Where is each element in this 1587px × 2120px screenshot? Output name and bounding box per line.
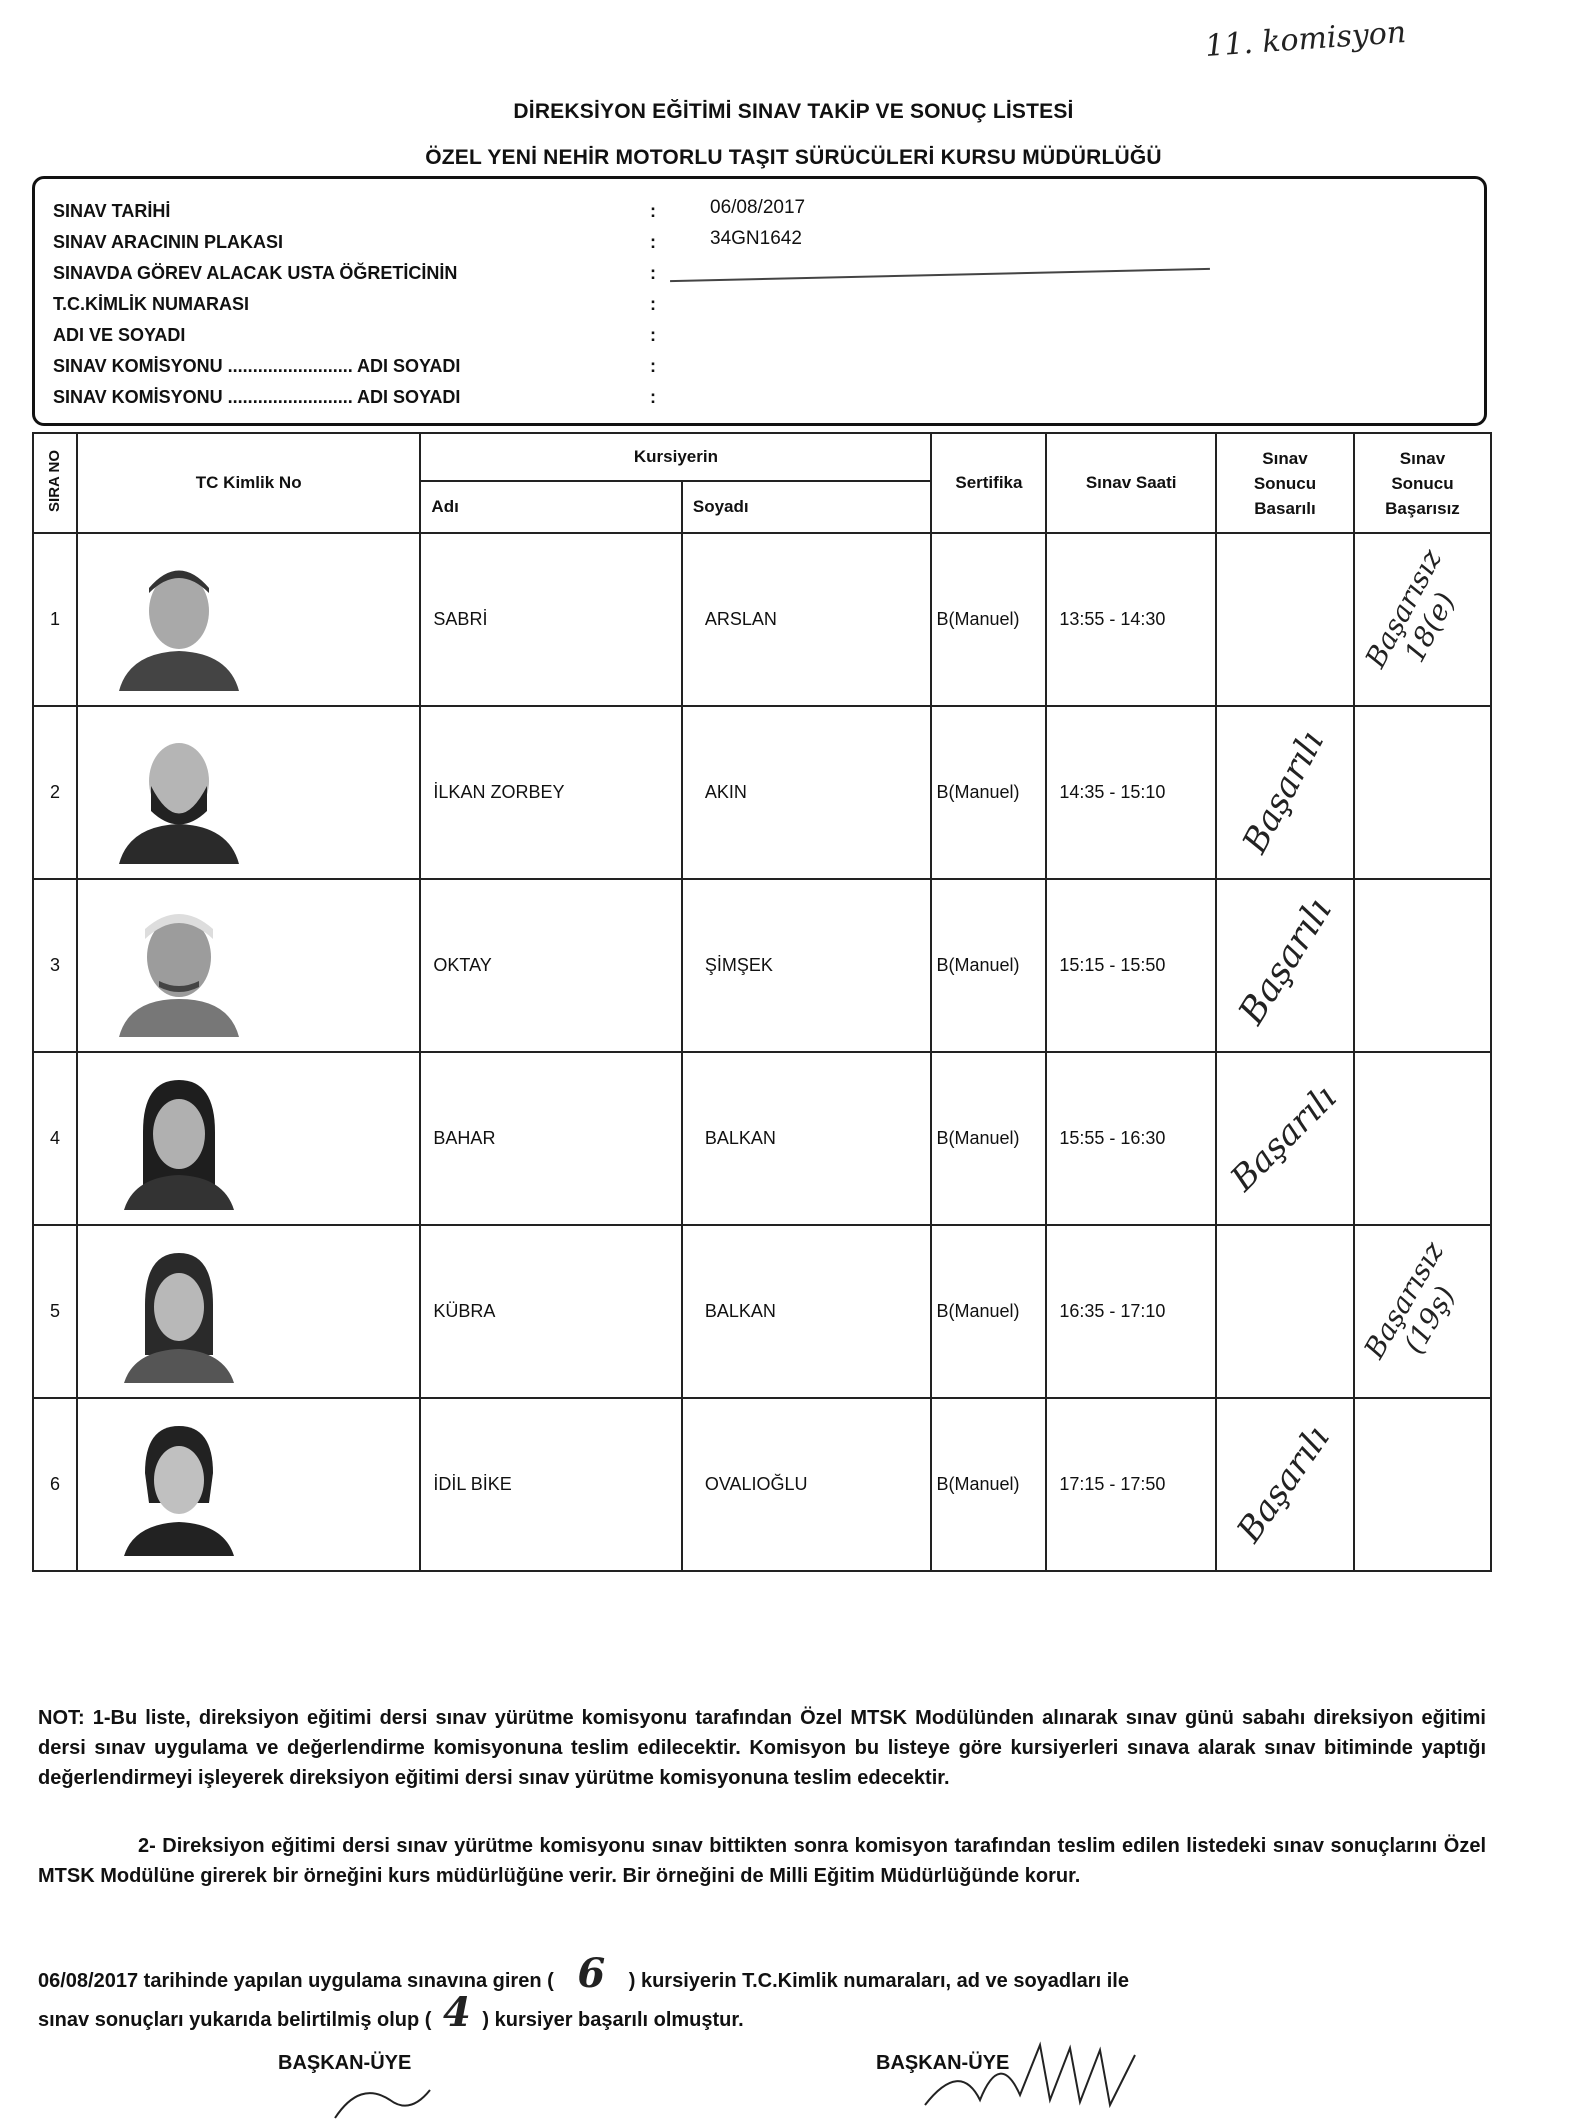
candidate-certificate: B(Manuel) — [931, 1398, 1046, 1571]
info-label-commission-1: SINAV KOMİSYONU ......................... ADI SOYADI — [53, 356, 461, 376]
row-number: 3 — [33, 879, 77, 1052]
candidate-first-name: İDİL BİKE — [420, 1398, 681, 1571]
exam-time: 14:35 - 15:10 — [1046, 706, 1216, 879]
header-tc-kimlik: TC Kimlik No — [77, 433, 420, 533]
candidate-certificate: B(Manuel) — [931, 533, 1046, 706]
info-label-instructor: SINAVDA GÖREV ALACAK USTA ÖĞRETİCİNİN — [53, 263, 458, 283]
candidate-photo — [77, 879, 420, 1052]
row-number: 4 — [33, 1052, 77, 1225]
candidate-first-name: BAHAR — [420, 1052, 681, 1225]
candidate-last-name: ŞİMŞEK — [682, 879, 932, 1052]
person-photo-icon — [109, 553, 249, 691]
result-passed-cell: Başarılı — [1216, 1052, 1354, 1225]
person-photo-icon — [109, 899, 249, 1037]
candidate-first-name: OKTAY — [420, 879, 681, 1052]
info-colon: : — [650, 294, 656, 314]
result-failed-cell — [1354, 1398, 1491, 1571]
signature-label-right: BAŞKAN-ÜYE — [876, 2052, 1010, 2074]
result-passed-cell — [1216, 533, 1354, 706]
table-row — [33, 1398, 1491, 1571]
candidate-photo — [77, 1052, 420, 1225]
signature-label-left: BAŞKAN-ÜYE — [278, 2052, 412, 2074]
handwritten-dash-line — [670, 268, 1210, 282]
candidate-last-name: AKIN — [682, 706, 932, 879]
table-row — [33, 1052, 1491, 1225]
info-colon: : — [650, 232, 656, 252]
table-row — [33, 879, 1491, 1052]
header-sinav-saati: Sınav Saati — [1046, 433, 1216, 533]
info-colon: : — [650, 201, 656, 221]
result-failed-cell — [1354, 879, 1491, 1052]
info-colon: : — [650, 387, 656, 407]
table-row — [33, 706, 1491, 879]
header-soyadi: Soyadı — [682, 481, 932, 533]
result-failed-cell — [1354, 706, 1491, 879]
handwritten-commission-note: 11. komisyon — [1204, 15, 1408, 64]
row-number: 6 — [33, 1398, 77, 1571]
summary-statement — [38, 1950, 1486, 2036]
result-failed-cell: Başarısız 18(e) — [1354, 533, 1491, 706]
table-row — [33, 1225, 1491, 1398]
note-paragraph-1: NOT: 1-Bu liste, direksiyon eğitimi dersi sınav yürütme komisyonu tarafından Özel MTSK Modülünden alınarak sınav günü sabahı direksiyon eğitimi dersi sınav uygulama ve değerlendirme komisyonuna teslim edilecektir. Komisyon bu listeye göre kursiyerleri sınava alarak sınav bitiminde yaptığı değerlendirmeyi işleyerek direksiyon eğitimi dersi sınav yürütme komisyonuna teslim edecektir. — [38, 1707, 1486, 1789]
info-value-vehicle-plate: 34GN1642 — [710, 228, 802, 249]
row-number: 2 — [33, 706, 77, 879]
header-result-failed: Sınav Sonucu Başarısız — [1354, 433, 1491, 533]
header-sira-no: SIRA NO — [33, 433, 77, 533]
candidate-first-name: İLKAN ZORBEY — [420, 706, 681, 879]
note-paragraph-2: 2- Direksiyon eğitimi dersi sınav yürütme komisyonu sınav bittikten sonra komisyon tarafından teslim edilen listedeki sınav sonuçlarını Özel MTSK Modülüne girerek bir örneğini kurs müdürlüğüne verir. Bir örneğini de Milli Eğitim Müdürlüğünde korur. — [38, 1835, 1486, 1887]
info-colon: : — [650, 356, 656, 376]
candidate-photo — [77, 1225, 420, 1398]
exam-time: 16:35 - 17:10 — [1046, 1225, 1216, 1398]
candidate-last-name: BALKAN — [682, 1052, 932, 1225]
handwritten-passed-count: 4 — [443, 1989, 471, 2036]
person-photo-icon — [109, 1245, 249, 1383]
exam-info-box — [32, 176, 1487, 426]
candidate-photo — [77, 706, 420, 879]
summary-part-1: 06/08/2017 tarihinde yapılan uygulama sınavına giren ( — [38, 1970, 554, 1992]
table-row — [33, 533, 1491, 706]
candidate-certificate: B(Manuel) — [931, 706, 1046, 879]
row-number: 1 — [33, 533, 77, 706]
result-passed-cell: Başarılı — [1216, 879, 1354, 1052]
info-value-exam-date: 06/08/2017 — [710, 197, 806, 218]
header-adi: Adı — [420, 481, 681, 533]
info-label-tc-number: T.C.KİMLİK NUMARASI — [53, 294, 249, 314]
result-failed-cell: Başarısız (19ş) — [1354, 1225, 1491, 1398]
result-failed-cell — [1354, 1052, 1491, 1225]
info-label-vehicle-plate: SINAV ARACININ PLAKASI — [53, 232, 284, 252]
result-passed-cell: Başarılı — [1216, 1398, 1354, 1571]
result-passed-cell — [1216, 1225, 1354, 1398]
header-sertifika: Sertifika — [931, 433, 1046, 533]
person-photo-icon — [109, 1072, 249, 1210]
candidate-photo — [77, 533, 420, 706]
candidate-last-name: OVALIOĞLU — [682, 1398, 932, 1571]
info-colon: : — [650, 325, 656, 345]
candidate-photo — [77, 1398, 420, 1571]
info-label-commission-2: SINAV KOMİSYONU ......................... ADI SOYADI — [53, 387, 461, 407]
summary-part-3: sınav sonuçları yukarıda belirtilmiş olup ( — [38, 2009, 432, 2031]
info-colon: : — [650, 263, 656, 283]
exam-results-table — [32, 432, 1492, 1572]
institution-name: ÖZEL YENİ NEHİR MOTORLU TAŞIT SÜRÜCÜLERİ KURSU MÜDÜRLÜĞÜ — [425, 146, 1162, 169]
exam-time: 17:15 - 17:50 — [1046, 1398, 1216, 1571]
candidate-certificate: B(Manuel) — [931, 1052, 1046, 1225]
person-photo-icon — [109, 726, 249, 864]
handwritten-signature-icon — [330, 2080, 450, 2120]
handwritten-signature-icon — [920, 2040, 1180, 2110]
candidate-last-name: BALKAN — [682, 1225, 932, 1398]
candidate-certificate: B(Manuel) — [931, 1225, 1046, 1398]
result-passed-cell: Başarılı — [1216, 706, 1354, 879]
exam-time: 15:15 - 15:50 — [1046, 879, 1216, 1052]
person-photo-icon — [109, 1418, 249, 1556]
summary-part-4: ) kursiyer başarılı olmuştur. — [482, 2009, 744, 2031]
header-kursiyerin: Kursiyerin — [420, 433, 931, 481]
info-label-name: ADI VE SOYADI — [53, 325, 186, 345]
header-result-passed: Sınav Sonucu Basarılı — [1216, 433, 1354, 533]
handwritten-total-count: 6 — [577, 1950, 606, 1997]
exam-time: 15:55 - 16:30 — [1046, 1052, 1216, 1225]
candidate-last-name: ARSLAN — [682, 533, 932, 706]
exam-time: 13:55 - 14:30 — [1046, 533, 1216, 706]
candidate-first-name: KÜBRA — [420, 1225, 681, 1398]
document-title: DİREKSİYON EĞİTİMİ SINAV TAKİP VE SONUÇ LİSTESİ — [513, 100, 1074, 123]
candidate-first-name: SABRİ — [420, 533, 681, 706]
summary-part-2: ) kursiyerin T.C.Kimlik numaraları, ad ve soyadları ile — [628, 1970, 1129, 1992]
row-number: 5 — [33, 1225, 77, 1398]
candidate-certificate: B(Manuel) — [931, 879, 1046, 1052]
info-label-exam-date: SINAV TARİHİ — [53, 201, 171, 221]
